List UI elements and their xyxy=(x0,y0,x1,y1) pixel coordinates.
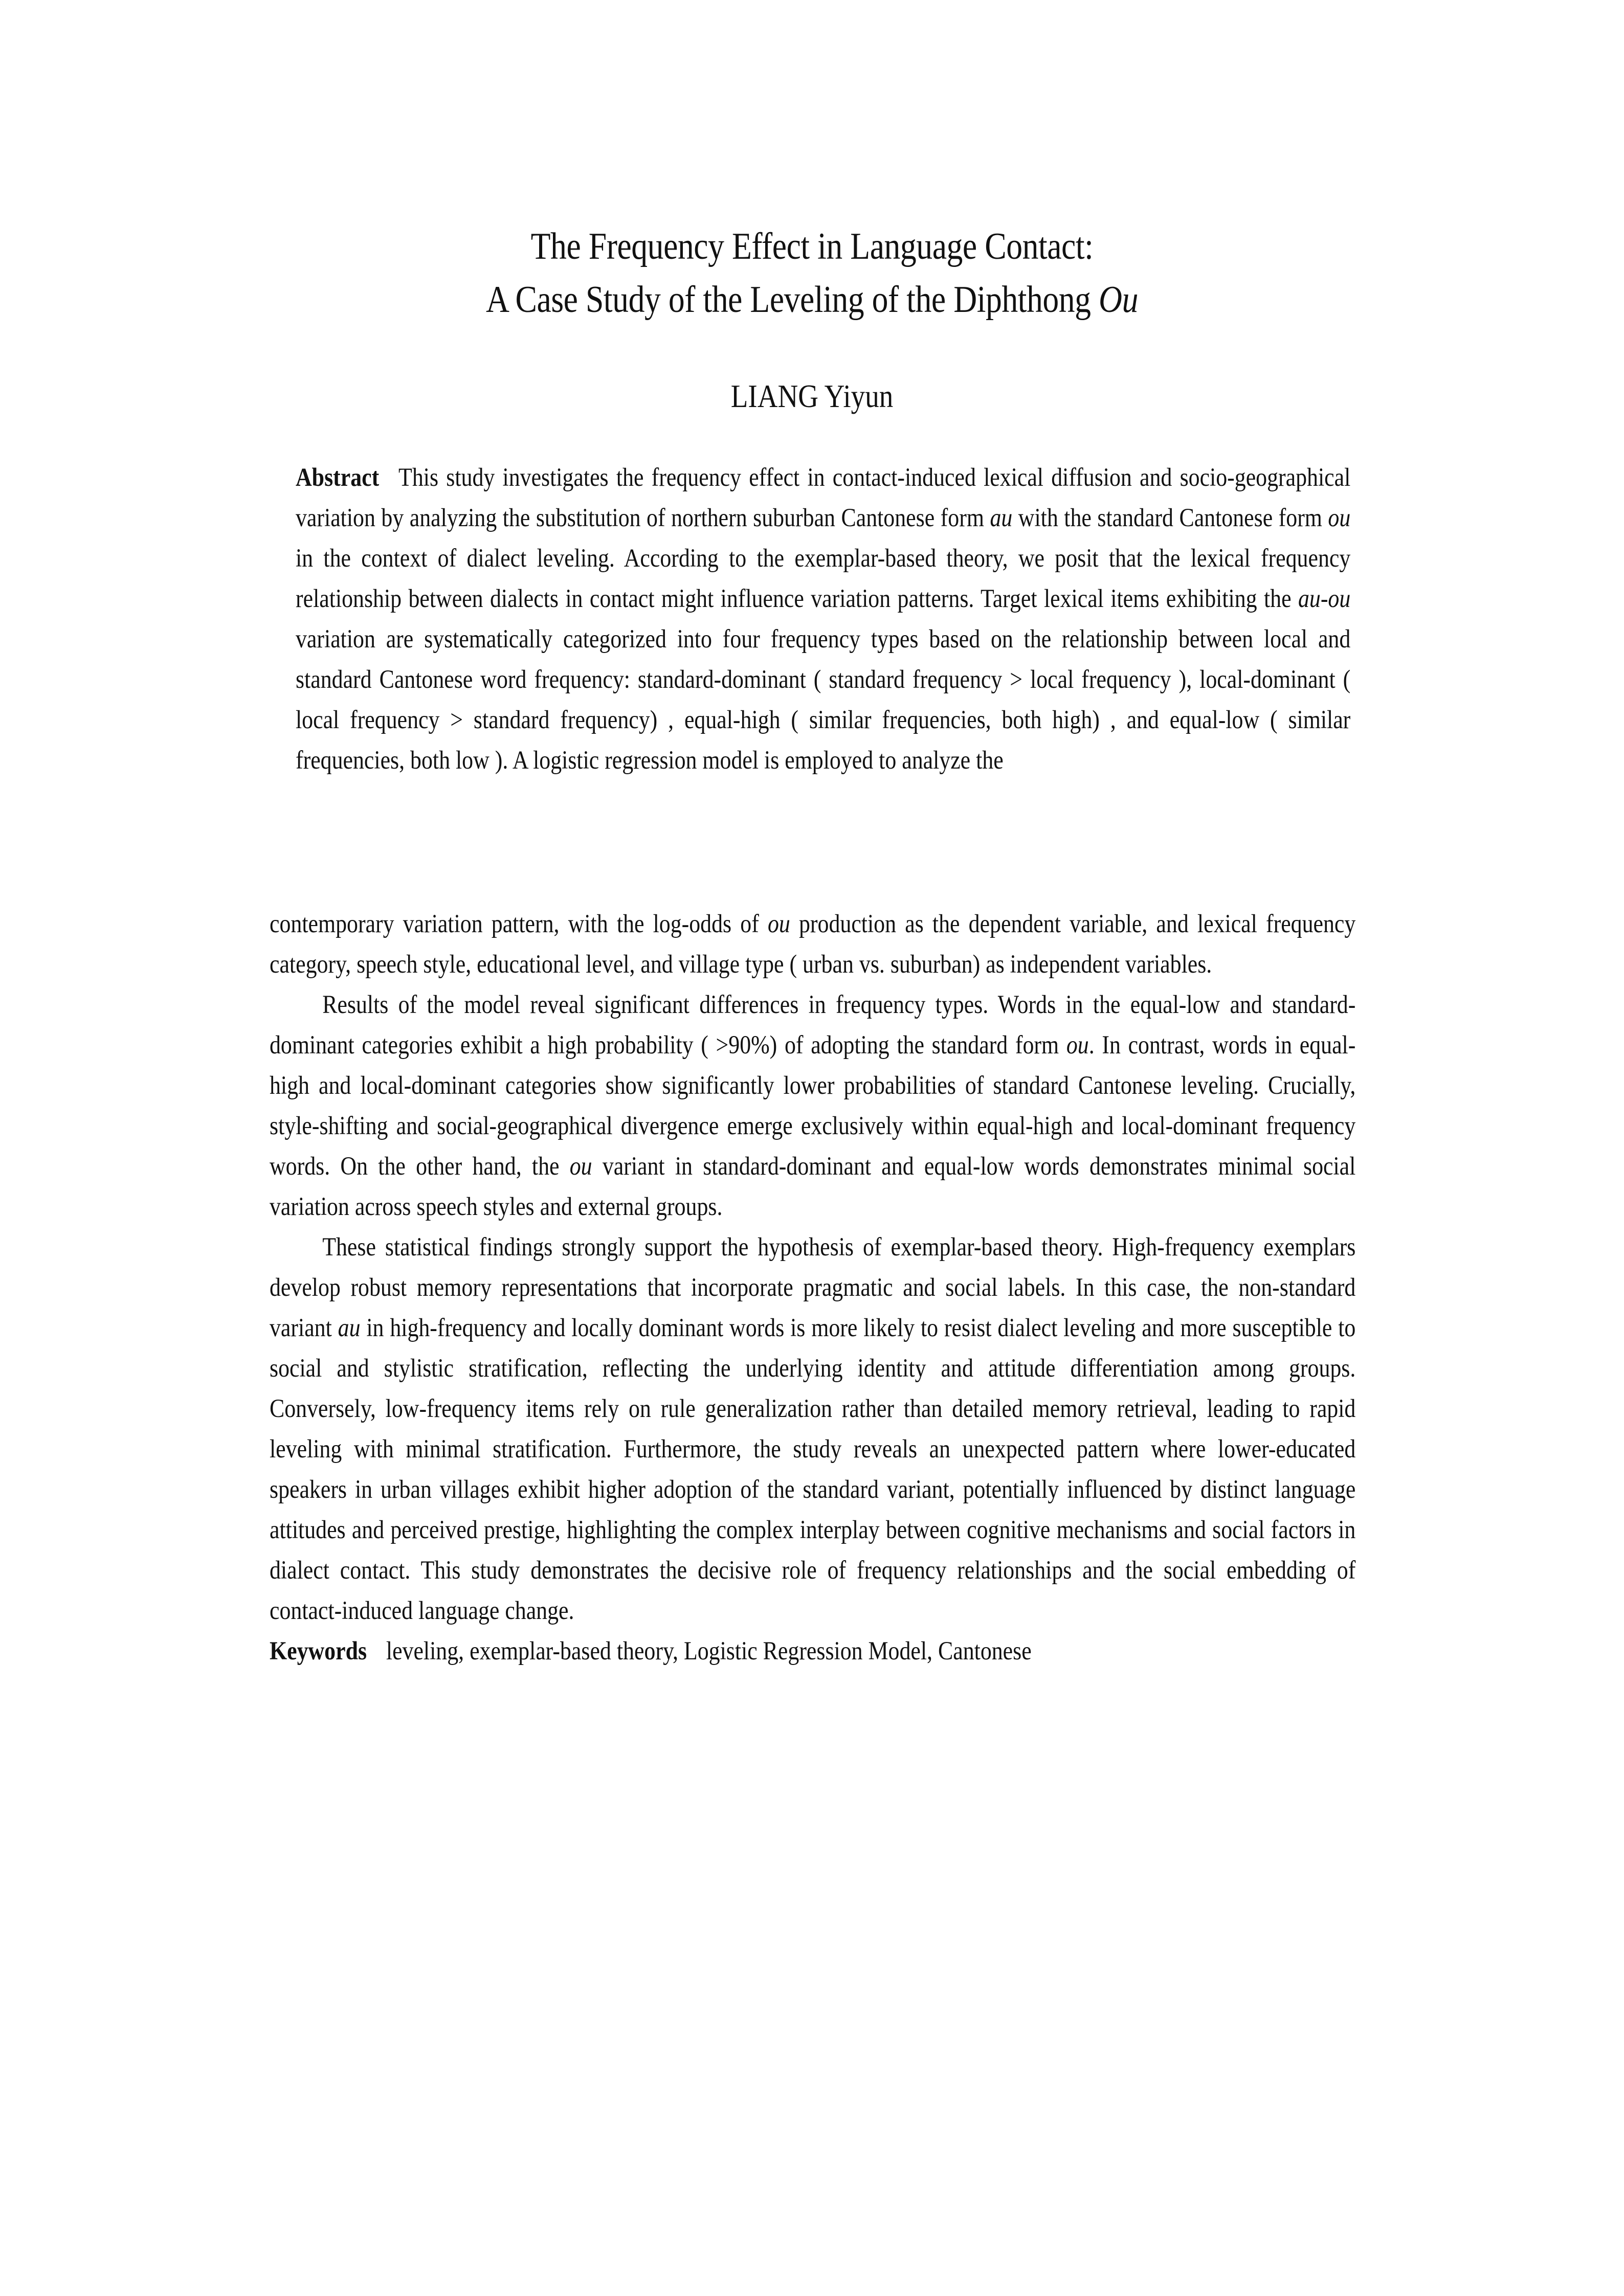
title-line-2-text: A Case Study of the Leveling of the Diphthong xyxy=(485,279,1099,321)
paragraph-text: . In contrast, words in equal-high and local-dominant categories show significantly lower probabilities of standard Cantonese leveling. Crucially, style-shifting and social-geographical divergence emerge exclusively within equal-high and local-dominant frequency words. On the other hand, the xyxy=(270,1031,1356,1181)
paragraph-text: Results of the model reveal significant differences in frequency types. Words in the equal-low and standard-dominant categories exhibit a high probability ( >90%) of adopting the standard form xyxy=(270,991,1356,1060)
variant-au: au xyxy=(338,1314,361,1342)
abstract-text: This study investigates the frequency effect in contact-induced lexical diffusion and socio-geographical variation by analyzing the substitution of northern suburban Cantonese form xyxy=(296,463,1351,532)
title-diphthong: Ou xyxy=(1099,279,1138,321)
paragraph-text: in high-frequency and locally dominant words is more likely to resist dialect leveling and more susceptible to social and stylistic stratification, reflecting the underlying identity and attitude differentiation among groups. Conversely, low-frequency items rely on rule generalization rather than detailed memory retrieval, leading to rapid leveling with minimal stratification. Furthermore, the study reveals an unexpected pattern where lower-educated speakers in urban villages exhibit higher adoption of the standard variant, potentially influenced by distinct language attitudes and perceived prestige, highlighting the complex interplay between cognitive mechanisms and social factors in dialect contact. This study demonstrates the decisive role of frequency relationships and the social embedding of contact-induced language change. xyxy=(270,1314,1356,1625)
variant-ou: ou xyxy=(1066,1031,1089,1060)
variant-ou: ou xyxy=(767,910,790,938)
abstract-paragraph xyxy=(296,458,1350,781)
discussion-paragraph xyxy=(270,1227,1355,1631)
keywords-list: leveling, exemplar-based theory, Logistic Regression Model, Cantonese xyxy=(386,1637,1032,1665)
variant-au-ou: au-ou xyxy=(1298,584,1351,613)
abstract-text: with the standard Cantonese form xyxy=(1012,504,1328,532)
abstract-label: Abstract xyxy=(296,463,380,492)
variant-au: au xyxy=(990,504,1013,532)
abstract-text: in the context of dialect leveling. According to the exemplar-based theory, we posit that the lexical frequency relationship between dialects in contact might influence variation patterns. Target lexical items exhibiting the xyxy=(296,544,1351,613)
variant-ou: ou xyxy=(569,1152,592,1181)
abstract-paragraph-continued xyxy=(270,904,1355,985)
paragraph-text: These statistical findings strongly support the hypothesis of exemplar-based theory. High-frequency exemplars develop robust memory representations that incorporate pragmatic and social labels. In this case, the non-standard variant xyxy=(270,1233,1356,1342)
keywords-label: Keywords xyxy=(270,1637,367,1665)
keywords-line xyxy=(270,1631,1355,1672)
abstract-text: variation are systematically categorized into four frequency types based on the relationship between local and standard Cantonese word frequency: standard-dominant ( standard frequency > local frequency ), local-dominant ( local frequency > standard frequency) , equal-high ( similar frequencies, both high) , and equal-low ( similar frequencies, both low ). A logistic regression model is employed to analyze the xyxy=(296,625,1351,775)
title-line-1: The Frequency Effect in Language Contact: xyxy=(530,226,1094,267)
paper-title xyxy=(114,220,1510,326)
abstract xyxy=(296,458,1350,781)
variant-ou: ou xyxy=(1328,504,1351,532)
abstract-text: production as the dependent variable, and lexical frequency category, speech style, educational level, and village type ( urban vs. suburban) as independent variables. xyxy=(270,910,1356,979)
results-paragraph xyxy=(270,985,1355,1227)
paragraph-text: variant in standard-dominant and equal-low words demonstrates minimal social variation across speech styles and external groups. xyxy=(270,1152,1356,1221)
title-line-2 xyxy=(114,273,1510,326)
author-name: LIANG Yiyun xyxy=(730,378,894,414)
abstract-continuation xyxy=(270,904,1355,1672)
abstract-text: contemporary variation pattern, with the log-odds of xyxy=(270,910,768,938)
